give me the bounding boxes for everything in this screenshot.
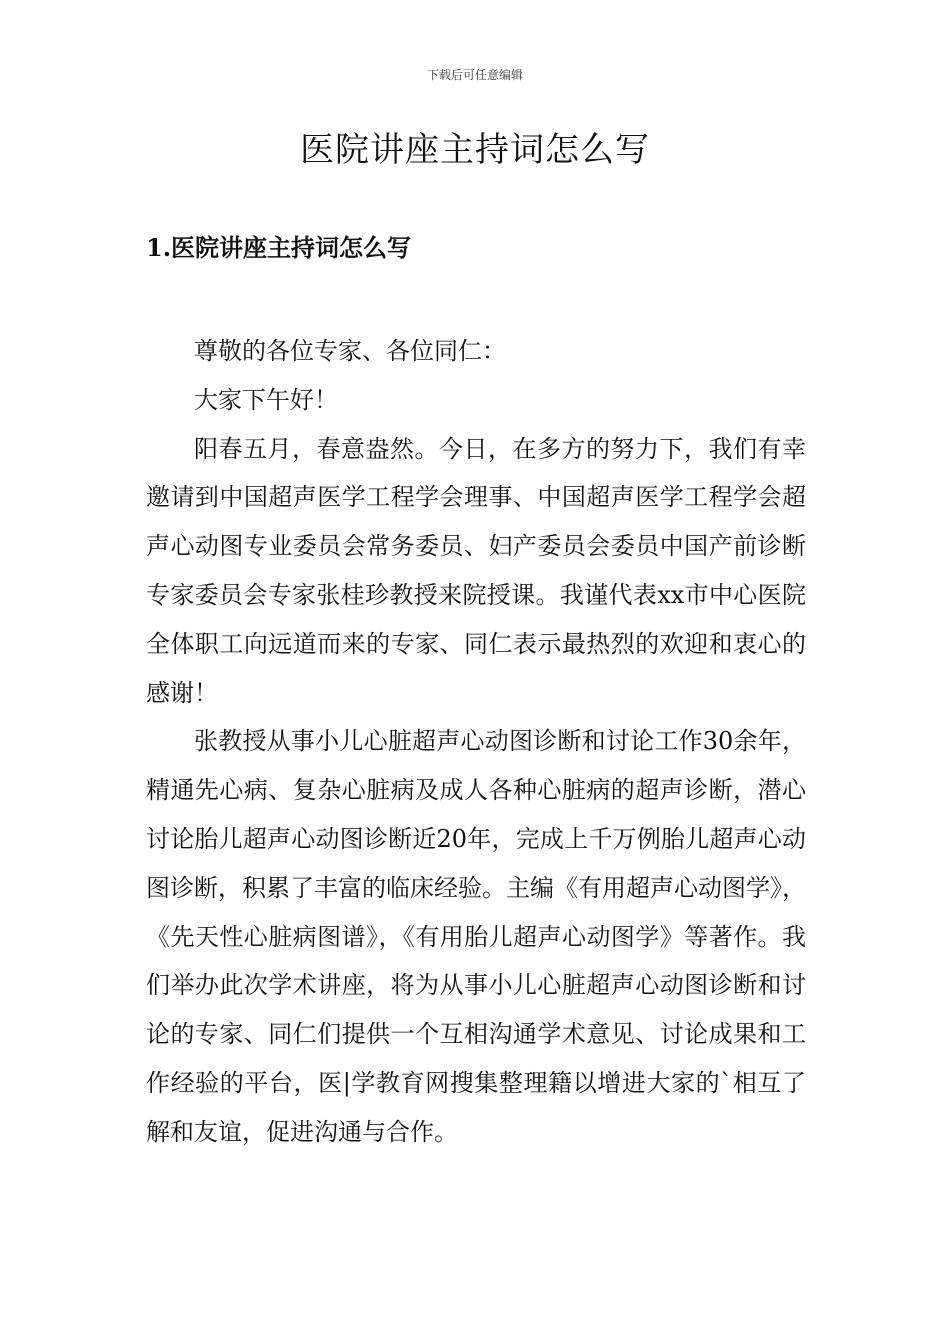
document-body: [146, 327, 806, 1157]
paragraph-professor-bio: 张教授从事小儿心脏超声心动图诊断和讨论工作30余年，精通先心病、复杂心脏病及成人各种心脏病的超声诊断，潜心讨论胎儿超声心动图诊断近20年，完成上千万例胎儿超声心动图诊断，积累了丰富的临床经验。主编《有用超声心动图学》，《先天性心脏病图谱》，《有用胎儿超声心动图学》等著作。我们举办此次学术讲座，将为从事小儿心脏超声心动图诊断和讨论的专家、同仁们提供一个互相沟通学术意见、讨论成果和工作经验的平台，医|学教育网搜集整理籍以增进大家的`相互了解和友谊，促进沟通与合作。: [146, 727, 806, 1146]
paragraph-salutation: 尊敬的各位专家、各位同仁：: [194, 337, 506, 365]
section-heading: 1.医院讲座主持词怎么写: [146, 233, 412, 262]
paragraph-greeting: 大家下午好！: [194, 385, 338, 414]
paragraph-introduction: 阳春五月，春意盎然。今日，在多方的努力下，我们有幸邀请到中国超声医学工程学会理事、中国超声医学工程学会超声心动图专业委员会常务委员、妇产委员会委员中国产前诊断专家委员会专家张桂珍教授来院授课。我谨代表xx市中心医院全体职工向远道而来的专家、同仁表示最热烈的欢迎和衷心的感谢！: [146, 434, 806, 707]
header-note: 下载后可任意编辑: [426, 68, 523, 82]
document-title: 医院讲座主持词怎么写: [300, 130, 650, 170]
